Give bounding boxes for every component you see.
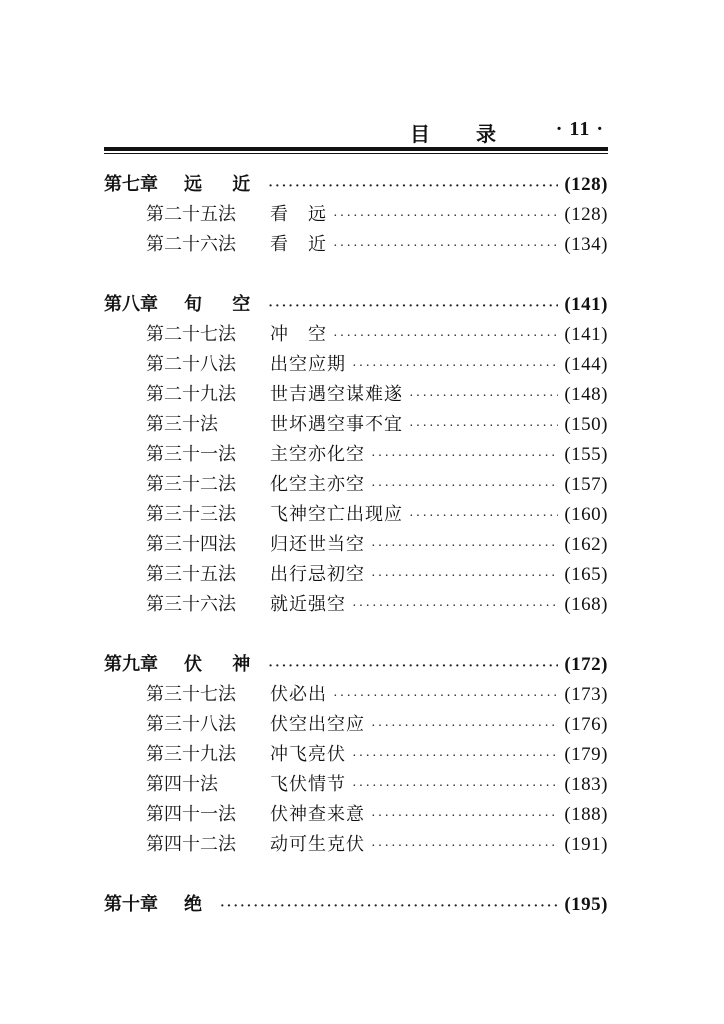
entry-number: 第十章 — [104, 894, 158, 915]
entry-number: 第四十一法 — [146, 804, 236, 825]
dot-leader — [371, 712, 558, 742]
table-of-contents — [104, 170, 608, 920]
entry-title: 伏 神 — [184, 654, 263, 675]
toc-chapter-entry — [104, 890, 608, 920]
entry-number: 第三十九法 — [146, 744, 236, 765]
entry-page-number: (128) — [564, 204, 608, 225]
header-rule-thin — [104, 153, 608, 154]
dot-leader — [333, 202, 558, 232]
chapter-spacer — [104, 860, 608, 890]
entry-page-number: (173) — [564, 684, 608, 705]
toc-section-entry — [104, 470, 608, 500]
entry-page-number: (150) — [564, 414, 608, 435]
entry-page-number: (195) — [564, 894, 608, 915]
toc-section-entry — [104, 350, 608, 380]
entry-number: 第三十四法 — [146, 534, 236, 555]
toc-section-entry — [104, 710, 608, 740]
entry-number: 第二十五法 — [146, 204, 236, 225]
toc-section-entry — [104, 830, 608, 860]
dot-leader — [409, 502, 558, 532]
entry-title: 绝 — [184, 894, 214, 915]
entry-title: 飞神空亡出现应 — [270, 504, 403, 525]
entry-page-number: (168) — [564, 594, 608, 615]
entry-number: 第四十二法 — [146, 834, 236, 855]
toc-section-entry — [104, 410, 608, 440]
toc-section-entry — [104, 530, 608, 560]
dot-leader — [268, 172, 558, 202]
toc-section-entry — [104, 380, 608, 410]
toc-section-entry — [104, 770, 608, 800]
dot-leader — [371, 562, 558, 592]
dot-leader — [371, 442, 558, 472]
toc-chapter-entry — [104, 650, 608, 680]
header-title-char-1: 目 — [410, 122, 432, 146]
toc-chapter-entry — [104, 170, 608, 200]
entry-page-number: (157) — [564, 474, 608, 495]
chapter-spacer — [104, 260, 608, 290]
entry-page-number: (144) — [564, 354, 608, 375]
entry-page-number: (183) — [564, 774, 608, 795]
entry-title: 出空应期 — [270, 354, 346, 375]
entry-number: 第二十八法 — [146, 354, 236, 375]
toc-section-entry — [104, 200, 608, 230]
entry-title: 世坏遇空事不宜 — [270, 414, 403, 435]
entry-number: 第三十二法 — [146, 474, 236, 495]
dot-leader — [333, 232, 558, 262]
dot-leader — [352, 592, 558, 622]
entry-title: 出行忌初空 — [270, 564, 365, 585]
entry-number: 第九章 — [104, 654, 158, 675]
dot-leader — [333, 682, 558, 712]
entry-page-number: (148) — [564, 384, 608, 405]
toc-chapter-entry — [104, 290, 608, 320]
entry-title: 飞伏情节 — [270, 774, 346, 795]
running-header — [104, 112, 608, 148]
entry-number: 第三十七法 — [146, 684, 236, 705]
dot-leader — [371, 532, 558, 562]
dot-leader — [371, 832, 558, 862]
entry-number: 第二十九法 — [146, 384, 236, 405]
entry-title: 主空亦化空 — [270, 444, 365, 465]
entry-page-number: (162) — [564, 534, 608, 555]
entry-page-number: (141) — [564, 294, 608, 315]
header-rule-thick — [104, 147, 608, 151]
toc-section-entry — [104, 500, 608, 530]
entry-title: 看 远 — [270, 204, 327, 225]
entry-page-number: (134) — [564, 234, 608, 255]
entry-number: 第三十五法 — [146, 564, 236, 585]
entry-number: 第三十八法 — [146, 714, 236, 735]
entry-title: 归还世当空 — [270, 534, 365, 555]
entry-number: 第二十七法 — [146, 324, 236, 345]
entry-title: 伏必出 — [270, 684, 327, 705]
entry-title: 远 近 — [184, 174, 263, 195]
entry-title: 就近强空 — [270, 594, 346, 615]
entry-page-number: (128) — [564, 174, 608, 195]
dot-leader — [268, 292, 558, 322]
toc-section-entry — [104, 320, 608, 350]
toc-section-entry — [104, 440, 608, 470]
chapter-spacer — [104, 620, 608, 650]
dot-leader — [352, 742, 558, 772]
dot-leader — [268, 652, 558, 682]
entry-title: 伏神查来意 — [270, 804, 365, 825]
dot-leader — [352, 352, 558, 382]
toc-section-entry — [104, 230, 608, 260]
toc-section-entry — [104, 590, 608, 620]
page-number: · 11 · — [555, 118, 604, 140]
dot-leader — [333, 322, 558, 352]
dot-leader — [220, 892, 558, 922]
entry-title: 动可生克伏 — [270, 834, 365, 855]
entry-title: 世吉遇空谋难遂 — [270, 384, 403, 405]
entry-page-number: (191) — [564, 834, 608, 855]
entry-title: 冲飞亮伏 — [270, 744, 346, 765]
entry-page-number: (155) — [564, 444, 608, 465]
entry-page-number: (176) — [564, 714, 608, 735]
entry-title: 伏空出空应 — [270, 714, 365, 735]
entry-page-number: (160) — [564, 504, 608, 525]
entry-page-number: (141) — [564, 324, 608, 345]
entry-number: 第八章 — [104, 294, 158, 315]
toc-section-entry — [104, 800, 608, 830]
entry-number: 第四十法 — [146, 774, 218, 795]
entry-number: 第三十法 — [146, 414, 218, 435]
toc-section-entry — [104, 680, 608, 710]
header-title — [410, 118, 498, 147]
dot-leader — [371, 472, 558, 502]
entry-page-number: (179) — [564, 744, 608, 765]
dot-leader — [409, 412, 558, 442]
entry-number: 第七章 — [104, 174, 158, 195]
entry-title: 看 近 — [270, 234, 327, 255]
dot-leader — [409, 382, 558, 412]
entry-number: 第三十三法 — [146, 504, 236, 525]
dot-leader — [352, 772, 558, 802]
entry-number: 第三十六法 — [146, 594, 236, 615]
entry-title: 旬 空 — [184, 294, 263, 315]
entry-title: 冲 空 — [270, 324, 327, 345]
entry-page-number: (165) — [564, 564, 608, 585]
entry-number: 第二十六法 — [146, 234, 236, 255]
entry-title: 化空主亦空 — [270, 474, 365, 495]
entry-page-number: (172) — [564, 654, 608, 675]
toc-section-entry — [104, 560, 608, 590]
entry-number: 第三十一法 — [146, 444, 236, 465]
toc-section-entry — [104, 740, 608, 770]
dot-leader — [371, 802, 558, 832]
entry-page-number: (188) — [564, 804, 608, 825]
header-title-char-2: 录 — [476, 122, 498, 146]
